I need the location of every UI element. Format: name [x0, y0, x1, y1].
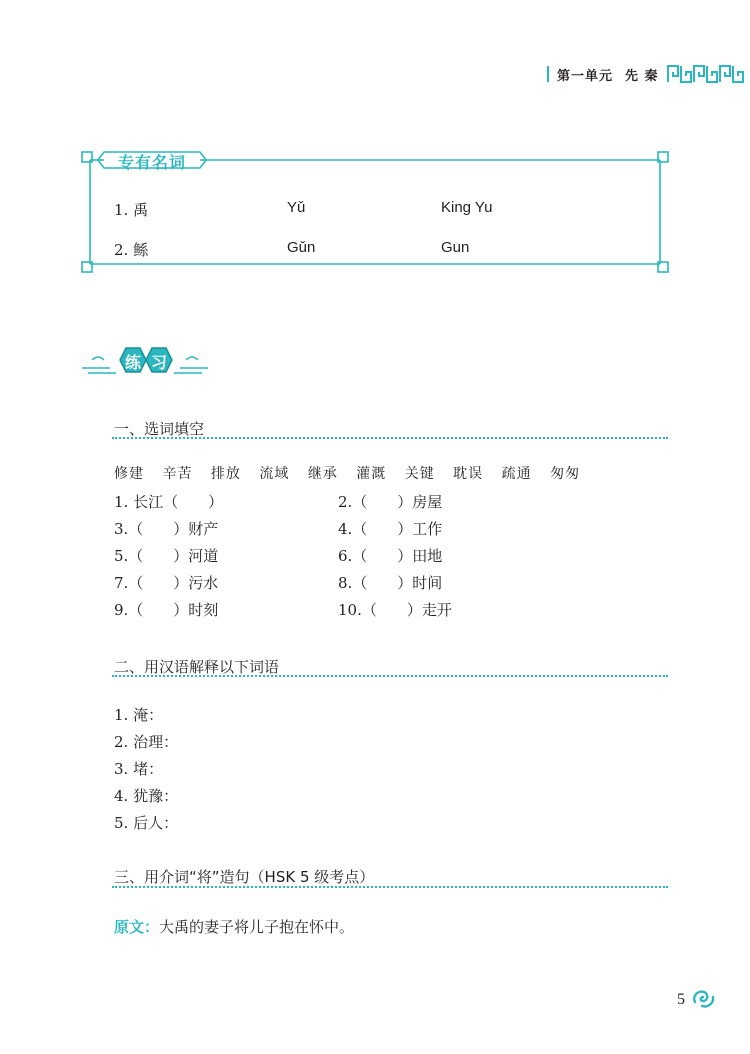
- section1-heading: 一、选词填空: [114, 420, 205, 438]
- word-bank-item: 继承: [307, 466, 338, 482]
- exercise-label-2: 习: [151, 353, 168, 372]
- definition-item: 2. 治理：: [114, 733, 179, 751]
- proper-noun-english: King Yu: [441, 199, 493, 216]
- word-bank-item: 匆匆: [550, 466, 581, 482]
- page-number: 5: [677, 991, 685, 1008]
- word-bank-item: 辛苦: [162, 466, 193, 482]
- running-head: [547, 62, 747, 86]
- section2-heading: 二、用汉语解释以下词语: [114, 658, 280, 676]
- running-head-bar: [547, 66, 549, 82]
- fill-blank-item: 8.（ ）时间: [338, 574, 443, 592]
- fill-blank-item: 5.（ ）河道: [114, 547, 219, 565]
- proper-noun-english: Gun: [441, 239, 470, 256]
- word-bank-item: 关键: [404, 466, 435, 482]
- section2-rule: [112, 675, 668, 677]
- fill-blank-item: 1. 长江（ ）: [114, 493, 224, 511]
- original-text: 大禹的妻子将儿子抱在怀中。: [159, 918, 355, 936]
- original-label: 原文：: [114, 918, 160, 936]
- word-bank-item: 修建: [114, 466, 144, 482]
- definition-item: 3. 堵：: [114, 760, 164, 778]
- exercise-banner-graphic: [80, 340, 210, 380]
- running-head-period: 先 秦: [625, 68, 659, 84]
- fill-blank-item: 2.（ ）房屋: [338, 493, 443, 511]
- definition-item: 5. 后人：: [114, 814, 179, 832]
- fill-blank-item: 6.（ ）田地: [338, 547, 443, 565]
- word-bank-item: 排放: [210, 466, 241, 482]
- proper-noun-term: 2. 鲧: [114, 241, 149, 259]
- definition-item: 1. 淹：: [114, 706, 164, 724]
- fill-blank-item: 10.（ ）走开: [338, 601, 452, 619]
- definition-item: 4. 犹豫：: [114, 787, 179, 805]
- exercise-label-1: 练: [125, 353, 142, 372]
- running-head-unit: 第一单元: [557, 68, 614, 84]
- section1-rule: [112, 437, 668, 439]
- fill-blank-item: 7.（ ）污水: [114, 574, 219, 592]
- word-bank-item: 疏通: [501, 466, 532, 482]
- swirl-ornament-icon: [690, 984, 716, 1010]
- word-bank-item: 耽误: [453, 466, 484, 482]
- proper-noun-pinyin: Gǔn: [287, 239, 316, 256]
- fill-blank-item: 9.（ ）时刻: [114, 601, 219, 619]
- fill-blank-item: 3.（ ）财产: [114, 520, 219, 538]
- proper-noun-pinyin: Yǔ: [287, 199, 306, 216]
- original-sentence: [114, 916, 354, 937]
- fill-blank-item: 4.（ ）工作: [338, 520, 443, 538]
- section3-rule: [112, 886, 668, 888]
- word-bank-item: 灌溉: [356, 466, 387, 482]
- fret-ornament-icon: [667, 64, 747, 84]
- section3-heading: 三、用介词“将”造句（HSK 5 级考点）: [114, 868, 375, 886]
- word-bank-item: 流域: [259, 466, 290, 482]
- word-bank: [114, 463, 594, 483]
- proper-nouns-title: 专有名词: [117, 152, 186, 172]
- proper-noun-term: 1. 禹: [114, 201, 149, 219]
- exercise-banner: [80, 340, 210, 380]
